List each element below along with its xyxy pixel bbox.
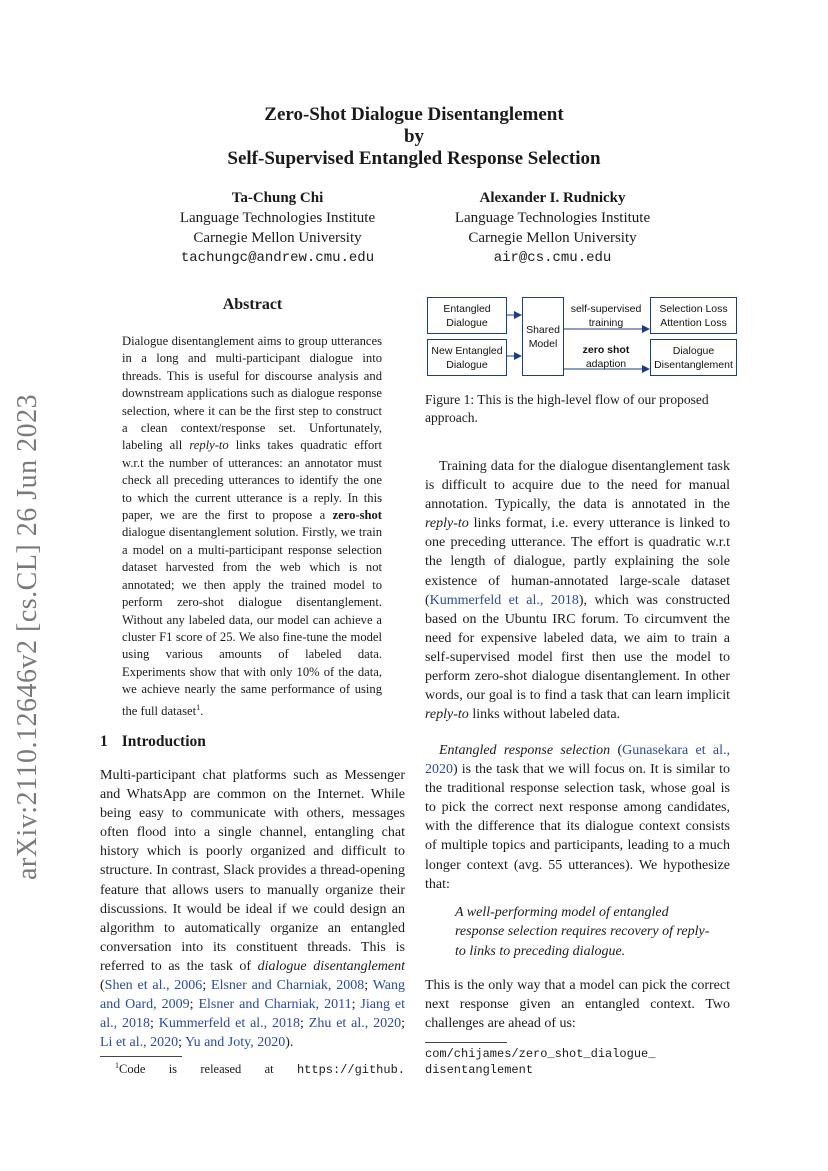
citation: Kummerfeld et al., 2018 bbox=[158, 1016, 301, 1032]
author-affiliation: Language Technologies Institute bbox=[454, 210, 651, 226]
citation: Yu and Joty, 2020 bbox=[185, 1035, 286, 1051]
citation: Li et al., 2020 bbox=[100, 1035, 179, 1051]
self-supervised-training-label: self-supervised training bbox=[570, 303, 642, 329]
footnote-marker: 1 bbox=[196, 702, 201, 712]
citation: Gunasekara et al., 2020 bbox=[425, 743, 730, 778]
author-affiliation: Carnegie Mellon University bbox=[468, 230, 637, 246]
intro-paragraph: Multi-participant chat platforms such as Messenger and WhatsApp are common on the Internet. While being easy to communicate with others, messages often flood into a single channel, entangling chat history which is poorly organized and difficult to structure. In contrast, Slack provides a thread-opening feature that allows users to manually organize their discussions. It would be ideal if we could design an algorithm to automatically organize an entangled conversation into its constituent threads. This is referred to as the task of dialogue disentanglement (Shen et al., 2006; Elsner and Charniak, 2008; Wang and Oard, 2009; Elsner and Charniak, 2011; Jiang et al., 2018; Kummerfeld et al., 2018; Zhu et al., 2020; Li et al., 2020; Yu and Joty, 2020). bbox=[100, 768, 406, 1051]
citation: Elsner and Charniak, 2008 bbox=[211, 978, 365, 994]
right-paragraph-2: Entangled response selection (Gunasekara et al., 2020) is the task that we will focus on. It is similar to the traditional response selection task, whose goal is to pick the correct next response among candidates, with the difference that its dialogue context consists of multiple topics and participants, leading to a much longer context (avg. 55 utterances). We hypothesize that: bbox=[425, 743, 730, 892]
author-affiliation: Carnegie Mellon University bbox=[193, 230, 362, 246]
arxiv-identifier: arXiv:2110.12646v2 [cs.CL] 26 Jun 2023 bbox=[12, 393, 43, 880]
citation: Jiang et al., 2018 bbox=[100, 997, 406, 1032]
title-line-3: Self-Supervised Entangled Response Selection bbox=[227, 148, 601, 169]
selection-loss-box: Selection Loss Attention Loss bbox=[650, 297, 737, 334]
author-name: Alexander I. Rudnicky bbox=[479, 190, 626, 206]
figure-1-caption: Figure 1: This is the high-level flow of our proposed approach. bbox=[425, 392, 709, 425]
footnote-url[interactable]: https://github. bbox=[296, 1063, 405, 1078]
zero-shot-adaption-label: zero shot adaption bbox=[582, 344, 630, 370]
footnote-rule bbox=[100, 1056, 182, 1057]
right-paragraph-3: This is the only way that a model can pick the correct next response given an entangled context. Two challenges are ahead of us: bbox=[425, 978, 730, 1032]
abstract-heading: Abstract bbox=[222, 296, 283, 313]
citation: Elsner and Charniak, 2011 bbox=[198, 997, 352, 1013]
abstract-text: Dialogue disentanglement aims to group utterances in a long and multi-participant dialogue into threads. This is useful for discourse analysis and downstream applications such as dialogue response selection, where it can be the first step to construct a clean context/response set. Unfortunately, labeling all reply-to links takes quadratic effort w.r.t the number of utterances: an annotator must check all preceding utterances to identify the one to which the current utterance is a reply. In this paper, we are the first to propose a zero-shot dialogue disentanglement solution. Firstly, we train a model on a multi-participant response selection dataset harvested from the web which is not annotated; we then apply the trained model to perform zero-shot dialogue disentanglement. Without any labeled data, our model can achieve a cluster F1 score of 25. We also fine-tune the model using various amounts of labeled data. Experiments show that with only 10% of the data, we achieve nearly the same performance of using the full dataset$^1$. bbox=[122, 334, 382, 718]
citation: Zhu et al., 2020 bbox=[308, 1016, 402, 1032]
citation: Kummerfeld et al., 2018 bbox=[429, 592, 579, 608]
author-email: air@cs.cmu.edu bbox=[493, 250, 612, 266]
right-paragraph-1: Training data for the dialogue disentanglement task is difficult to acquire due to the need for manual annotation. Typically, the data is annotated in the reply-to links format, i.e. every utterance is linked to one preceding utterance. The effort is quadratic w.r.t the length of dialogue, partly explaining the sole existence of human-annotated large-scale dataset (Kummerfeld et al., 2018), which was constructed based on the Ubuntu IRC forum. To circumvent the need for expensive labeled data, we aim to train a self-supervised model first then use the model to perform zero-shot dialogue disentanglement. In other words, our goal is to find a task that can learn implicit reply-to links without labeled data. bbox=[425, 459, 730, 723]
author-name: Ta-Chung Chi bbox=[231, 190, 324, 206]
footnote-url-continued[interactable]: com/chijames/zero_shot_dialogue_ disentanglement bbox=[425, 1047, 656, 1077]
author-affiliation: Language Technologies Institute bbox=[179, 210, 376, 226]
section-heading-introduction: 1 Introduction bbox=[100, 733, 206, 750]
title-line-2: by bbox=[403, 126, 425, 147]
new-entangled-dialogue-box: New Entangled Dialogue bbox=[427, 339, 507, 376]
dialogue-disentanglement-box: Dialogue Disentanglement bbox=[650, 339, 737, 376]
author-email: tachungc@andrew.cmu.edu bbox=[180, 250, 375, 266]
shared-model-box: Shared Model bbox=[522, 297, 564, 376]
title-line-1: Zero-Shot Dialogue Disentanglement bbox=[264, 104, 564, 125]
citation: Shen et al., 2006 bbox=[104, 978, 203, 994]
figure-arrows bbox=[0, 0, 828, 400]
footnote-rule bbox=[425, 1042, 507, 1043]
footnote-text: $^1$Code is released at https://github. bbox=[115, 1061, 405, 1078]
entangled-dialogue-box: Entangled Dialogue bbox=[427, 297, 507, 334]
hypothesis-quote: A well-performing model of entangled response selection requires recovery of reply-to links to preceding dialogue. bbox=[455, 905, 710, 959]
citation: Wang and Oard, 2009 bbox=[100, 978, 406, 1013]
